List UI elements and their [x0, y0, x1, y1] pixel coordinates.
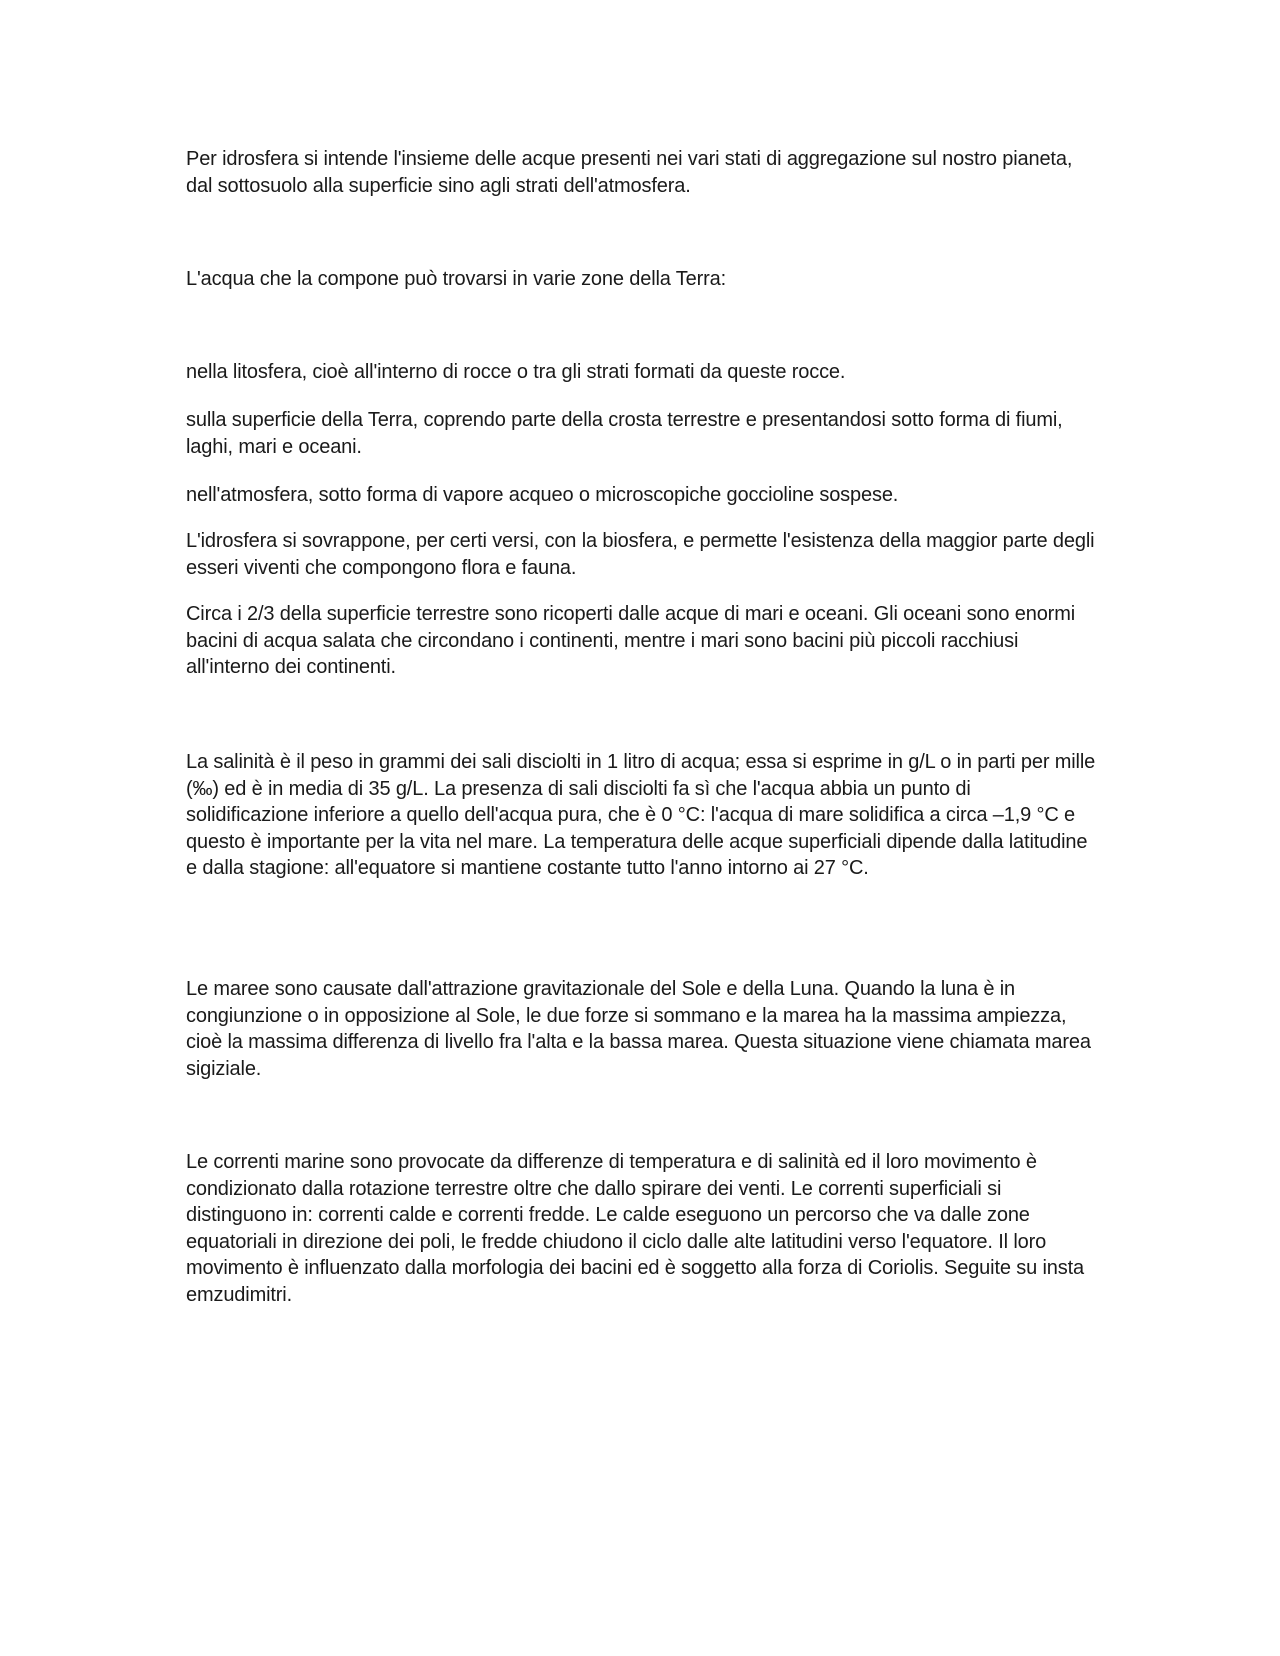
paragraph-salinita: La salinità è il peso in grammi dei sali disciolti in 1 litro di acqua; essa si esprime in g/L o in parti per mille (‰) ed è in media di 35 g/L. La presenza di sali disciolti fa sì che l'acqua abbia un punto di solidificazione inferiore a quello dell'acqua pura, che è 0 °C: l'acqua di mare solidifica a circa –1,9 °C e questo è importante per la vita nel mare. La temperatura delle acque superficiali dipende dalla latitudine e dalla stagione: all'equatore si mantiene costante tutto l'anno intorno ai 27 °C.: [186, 751, 1096, 879]
paragraph-idrosfera-definition: Per idrosfera si intende l'insieme delle acque presenti nei vari stati di aggregazione sul nostro pianeta, dal sottosuolo alla superficie sino agli strati dell'atmosfera.: [186, 148, 1073, 197]
paragraph-mari-oceani: Circa i 2/3 della superficie terrestre sono ricoperti dalle acque di mari e oceani. Gli oceani sono enormi bacini di acqua salata che circondano i continenti, mentre i mari sono bacini più piccoli racchiusi all'interno dei continenti.: [186, 603, 1075, 678]
paragraph-biosfera: L'idrosfera si sovrappone, per certi versi, con la biosfera, e permette l'esistenza della maggior parte degli esseri viventi che compongono flora e fauna.: [186, 530, 1095, 579]
paragraph-atmosfera: nell'atmosfera, sotto forma di vapore acqueo o microscopiche goccioline sospese.: [186, 484, 899, 506]
paragraph-correnti: Le correnti marine sono provocate da differenze di temperatura e di salinità ed il loro movimento è condizionato dalla rotazione terrestre oltre che dallo spirare dei venti. Le correnti superficiali si distinguono in: correnti calde e correnti fredde. Le calde eseguono un percorso che va dalle zone equatoriali in direzione dei poli, le fredde chiudono il ciclo dalle alte latitudini verso l'equatore. Il loro movimento è influenzato dalla morfologia dei bacini ed è soggetto alla forza di Coriolis. Seguite su insta emzudimitri.: [186, 1151, 1084, 1306]
paragraph-superficie: sulla superficie della Terra, coprendo parte della crosta terrestre e presentandosi sotto forma di fiumi, laghi, mari e oceani.: [186, 409, 1063, 458]
paragraph-water-zones-intro: L'acqua che la compone può trovarsi in varie zone della Terra:: [186, 268, 727, 290]
paragraph-maree: Le maree sono causate dall'attrazione gravitazionale del Sole e della Luna. Quando la luna è in congiunzione o in opposizione al Sole, le due forze si sommano e la marea ha la massima ampiezza, cioè la massima differenza di livello fra l'alta e la bassa marea. Questa situazione viene chiamata marea sigiziale.: [186, 978, 1091, 1080]
paragraph-litosfera: nella litosfera, cioè all'interno di rocce o tra gli strati formati da queste rocce.: [186, 361, 846, 383]
